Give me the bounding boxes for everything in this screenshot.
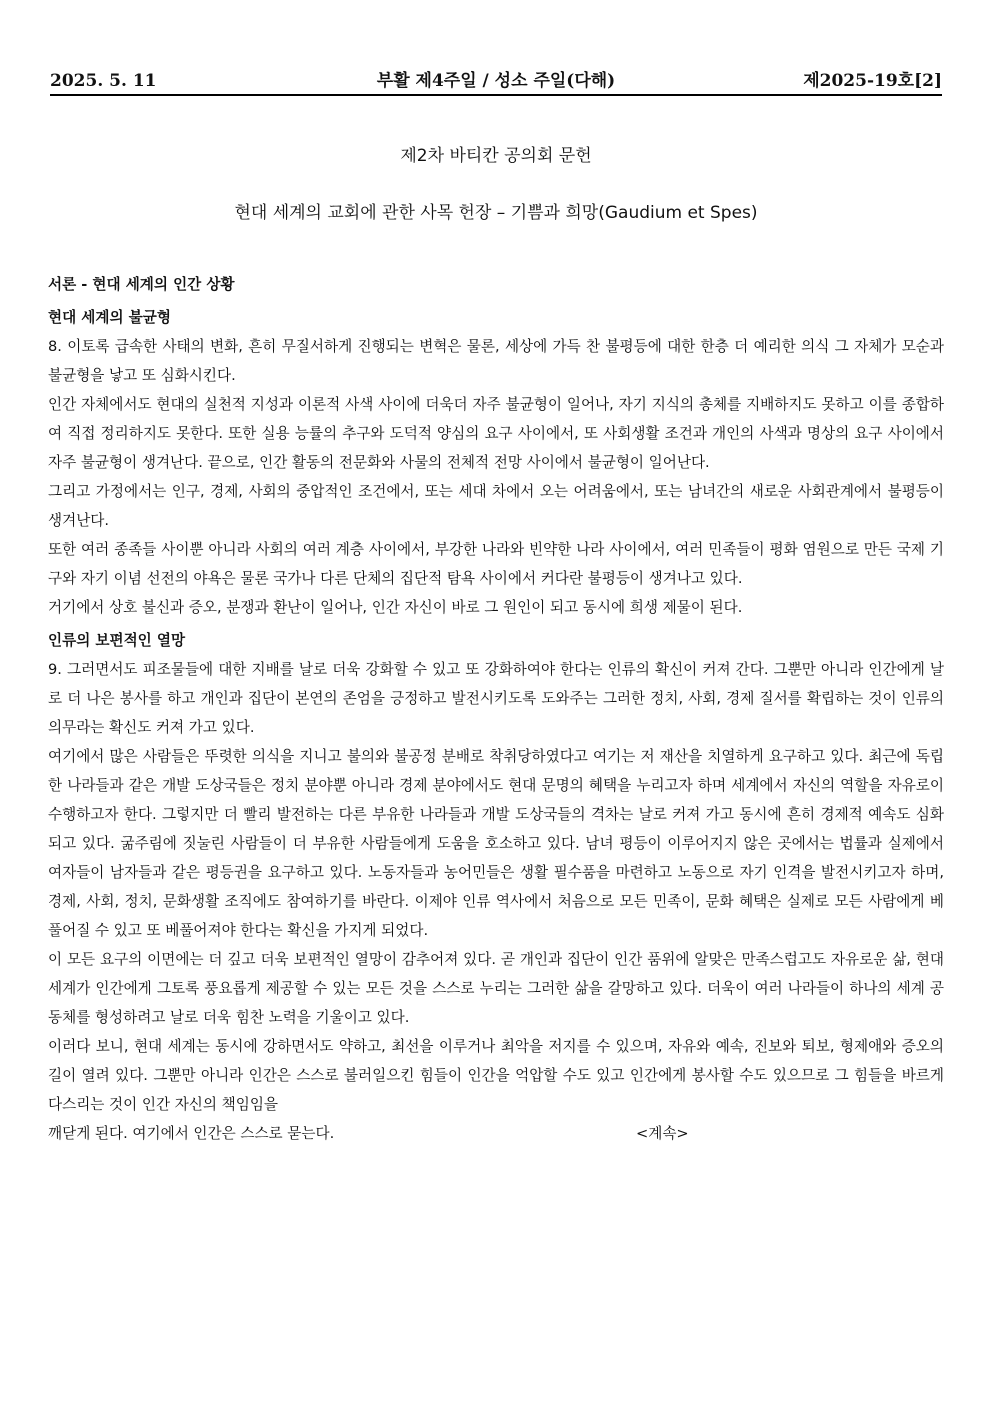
paragraph: 이러다 보니, 현대 세계는 동시에 강하면서도 약하고, 최선을 이루거나 최악을 저지를 수 있으며, 자유와 예속, 진보와 퇴보, 형제애와 증오의 길이 열려 있다. 그뿐만 아니라 인간은 스스로 불러일으킨 힘들이 인간을 억압할 수도 있고 인간에게 봉사할 수도 있으므로 그 힘들을 바르게 다스리는 것이 인간 자신의 책임임을 bbox=[48, 1038, 944, 1113]
aspiration-heading: 인류의 보편적인 열망 bbox=[48, 632, 186, 649]
paragraph: 이 모든 요구의 이면에는 더 깊고 더욱 보편적인 열망이 감추어져 있다. 곧 개인과 집단이 인간 품위에 알맞은 만족스럽고도 자유로운 삶, 현대 세계가 인간에게 그토록 풍요롭게 제공할 수 있는 모든 것을 스스로 누리는 그러한 삶을 갈망하고 있다. 더욱이 여러 나라들이 하나의 세계 공동체를 형성하려고 날로 더욱 힘찬 노력을 기울이고 있다. bbox=[48, 951, 944, 1026]
header-date: 2025. 5. 11 bbox=[50, 71, 157, 91]
document-subtitle: 현대 세계의 교회에 관한 사목 헌장 – 기쁨과 희망(Gaudium et Spes) bbox=[234, 203, 758, 223]
header-occasion: 부활 제4주일 / 성소 주일(다해) bbox=[376, 71, 616, 91]
paragraph: 8. 이토록 급속한 사태의 변화, 흔히 무질서하게 진행되는 변혁은 물론, 세상에 가득 찬 불평등에 대한 한층 더 예리한 의식 그 자체가 모순과 불균형을 낳고 또 심화시킨다. bbox=[48, 338, 944, 384]
document-title: 제2차 바티칸 공의회 문헌 bbox=[400, 146, 592, 166]
paragraph: 또한 여러 종족들 사이뿐 아니라 사회의 여러 계층 사이에서, 부강한 나라와 빈약한 나라 사이에서, 여러 민족들이 평화 염원으로 만든 국제 기구와 자기 이념 선전의 야욕은 물론 국가나 다른 단체의 집단적 탐욕 사이에서 커다란 불평등이 생겨나고 있다. bbox=[48, 541, 944, 587]
paragraph-tail: 깨닫게 된다. 여기에서 인간은 스스로 묻는다. bbox=[48, 1125, 335, 1142]
page-header bbox=[50, 68, 942, 96]
intro-heading: 서론 - 현대 세계의 인간 상황 bbox=[48, 276, 235, 293]
imbalance-heading: 현대 세계의 불균형 bbox=[48, 309, 171, 326]
paragraph: 여기에서 많은 사람들은 뚜렷한 의식을 지니고 불의와 불공정 분배로 착취당하였다고 여기는 저 재산을 치열하게 요구하고 있다. 최근에 독립한 나라들과 같은 개발 도상국들은 정치 분야뿐 아니라 경제 분야에서도 현대 문명의 혜택을 누리고자 하며 세계에서 자신의 역할을 자유로이 수행하고자 한다. 그렇지만 더 빨리 발전하는 다른 부유한 나라들과 개발 도상국들의 격차는 날로 커져 가고 동시에 흔히 경제적 예속도 심화되고 있다. 굶주림에 짓눌린 사람들이 더 부유한 사람들에게 도움을 호소하고 있다. 남녀 평등이 이루어지지 않은 곳에서는 법률과 실제에서 여자들이 남자들과 같은 평등권을 요구하고 있다. 노동자들과 농어민들은 생활 필수품을 마련하고 노동으로 자기 인격을 발전시키고자 하며, 경제, 사회, 정치, 문화생활 조직에도 참여하기를 바란다. 이제야 인류 역사에서 처음으로 모든 민족이, 문화 혜택은 실제로 모든 사람에게 베풀어질 수 있고 또 베풀어져야 한다는 확신을 가지게 되었다. bbox=[48, 748, 944, 939]
header-issue-number: 제2025-19호[2] bbox=[803, 71, 942, 91]
article-body bbox=[48, 270, 944, 1148]
paragraph: 그리고 가정에서는 인구, 경제, 사회의 중압적인 조건에서, 또는 세대 차에서 오는 어려움에서, 또는 남녀간의 새로운 사회관계에서 불평등이 생겨난다. bbox=[48, 483, 944, 529]
continued-marker: <계속> bbox=[636, 1125, 689, 1142]
final-line bbox=[48, 1119, 944, 1148]
paragraph: 9. 그러면서도 피조물들에 대한 지배를 날로 더욱 강화할 수 있고 또 강화하여야 한다는 인류의 확신이 커져 간다. 그뿐만 아니라 인간에게 날로 더 나은 봉사를 하고 개인과 집단이 본연의 존엄을 긍정하고 발전시키도록 도와주는 그러한 정치, 사회, 경제 질서를 확립하는 것이 인류의 의무라는 확신도 커져 가고 있다. bbox=[48, 661, 944, 736]
paragraph: 거기에서 상호 불신과 증오, 분쟁과 환난이 일어나, 인간 자신이 바로 그 원인이 되고 동시에 희생 제물이 된다. bbox=[48, 599, 743, 616]
paragraph: 인간 자체에서도 현대의 실천적 지성과 이론적 사색 사이에 더욱더 자주 불균형이 일어나, 자기 지식의 총체를 지배하지도 못하고 이를 종합하여 직접 정리하지도 못한다. 또한 실용 능률의 추구와 도덕적 양심의 요구 사이에서, 또 사회생활 조건과 개인의 사색과 명상의 요구 사이에서 자주 불균형이 생겨난다. 끝으로, 인간 활동의 전문화와 사물의 전체적 전망 사이에서 불균형이 일어난다. bbox=[48, 396, 944, 471]
